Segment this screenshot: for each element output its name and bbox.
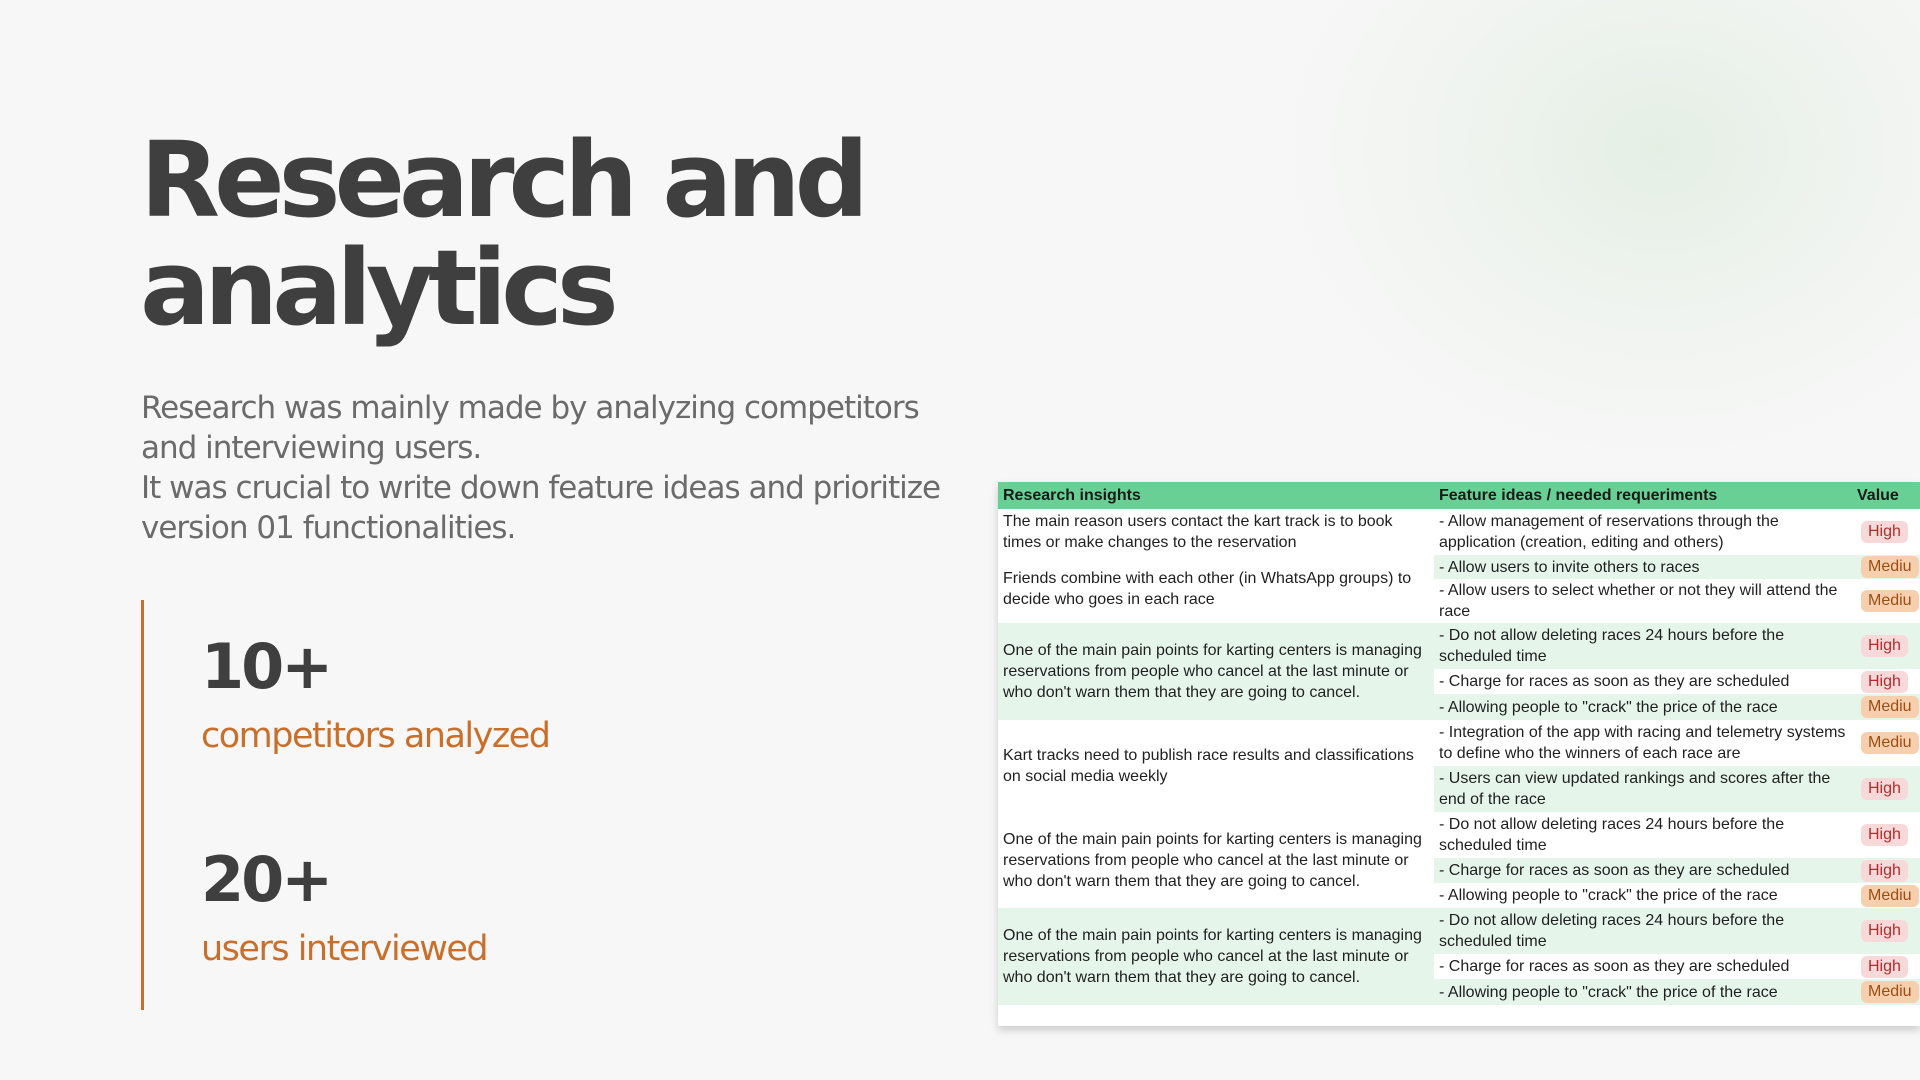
value-cell [1852, 694, 1920, 720]
value-cell [1852, 979, 1920, 1005]
title-line-1: Research and [140, 119, 864, 241]
table-header-row [998, 482, 1920, 509]
stat-label: users interviewed [201, 929, 488, 969]
value-cell [1852, 858, 1920, 883]
table-row [998, 623, 1920, 669]
value-cell [1852, 720, 1920, 766]
stat-value: 20+ [201, 843, 331, 916]
priority-badge: Mediu [1861, 590, 1919, 612]
description-line-2: and interviewing users. [141, 430, 482, 466]
background-glow [1280, 0, 1920, 460]
description [141, 388, 971, 548]
insight-cell: One of the main pain points for karting centers is managing reservations from people who cancel at the last minute or who don't warn them that they are going to cancel. [998, 908, 1434, 1005]
feature-cell: - Allow management of reservations through the application (creation, editing and others) [1434, 509, 1852, 555]
stat-users [201, 845, 487, 971]
research-spreadsheet [998, 482, 1920, 1026]
priority-badge: High [1861, 778, 1908, 800]
value-cell [1852, 812, 1920, 858]
value-cell [1852, 883, 1920, 908]
priority-badge: Mediu [1861, 885, 1919, 907]
priority-badge: Mediu [1861, 981, 1919, 1003]
feature-cell: - Users can view updated rankings and scores after the end of the race [1434, 766, 1852, 812]
priority-badge: High [1861, 521, 1908, 543]
feature-cell: - Allow users to select whether or not they will attend the race [1434, 579, 1852, 623]
title-line-2: analytics [140, 227, 613, 349]
value-cell [1852, 623, 1920, 669]
stat-value: 10+ [201, 630, 331, 703]
feature-cell: - Allowing people to "crack" the price of the race [1434, 883, 1852, 908]
value-cell [1852, 908, 1920, 954]
priority-badge: Mediu [1861, 696, 1919, 718]
feature-cell: - Charge for races as soon as they are scheduled [1434, 669, 1852, 694]
table-row [998, 509, 1920, 555]
priority-badge: Mediu [1861, 556, 1919, 578]
priority-badge: High [1861, 671, 1908, 693]
priority-badge: High [1861, 635, 1908, 657]
research-table [998, 482, 1920, 1005]
insight-cell: One of the main pain points for karting centers is managing reservations from people who cancel at the last minute or who don't warn them that they are going to cancel. [998, 623, 1434, 720]
value-cell [1852, 555, 1920, 579]
priority-badge: High [1861, 920, 1908, 942]
table-row [998, 812, 1920, 858]
feature-cell: - Do not allow deleting races 24 hours before the scheduled time [1434, 908, 1852, 954]
header-feature-ideas: Feature ideas / needed requeriments [1434, 482, 1852, 509]
stat-competitors [201, 632, 549, 758]
priority-badge: High [1861, 824, 1908, 846]
priority-badge: Mediu [1861, 732, 1919, 754]
insight-cell: The main reason users contact the kart track is to book times or make changes to the reservation [998, 509, 1434, 555]
value-cell [1852, 669, 1920, 694]
insight-cell: Friends combine with each other (in WhatsApp groups) to decide who goes in each race [998, 555, 1434, 623]
table-row [998, 908, 1920, 954]
description-line-3: It was crucial to write down feature ideas and prioritize [141, 470, 941, 506]
feature-cell: - Allowing people to "crack" the price of the race [1434, 979, 1852, 1005]
priority-badge: High [1861, 860, 1908, 882]
page-title [140, 119, 864, 349]
description-line-1: Research was mainly made by analyzing competitors [141, 390, 919, 426]
value-cell [1852, 509, 1920, 555]
table-row [998, 720, 1920, 766]
value-cell [1852, 579, 1920, 623]
feature-cell: - Integration of the app with racing and telemetry systems to define who the winners of each race are [1434, 720, 1852, 766]
value-cell [1852, 954, 1920, 979]
feature-cell: - Charge for races as soon as they are scheduled [1434, 858, 1852, 883]
stat-label: competitors analyzed [201, 716, 550, 756]
feature-cell: - Charge for races as soon as they are scheduled [1434, 954, 1852, 979]
description-line-4: version 01 functionalities. [141, 510, 516, 546]
feature-cell: - Do not allow deleting races 24 hours before the scheduled time [1434, 623, 1852, 669]
priority-badge: High [1861, 956, 1908, 978]
feature-cell: - Allowing people to "crack" the price of the race [1434, 694, 1852, 720]
feature-cell: - Allow users to invite others to races [1434, 555, 1852, 579]
feature-cell: - Do not allow deleting races 24 hours before the scheduled time [1434, 812, 1852, 858]
value-cell [1852, 766, 1920, 812]
insight-cell: Kart tracks need to publish race results and classifications on social media weekly [998, 720, 1434, 812]
table-row [998, 555, 1920, 579]
stats-panel [141, 600, 744, 1010]
header-value: Value [1852, 482, 1920, 509]
insight-cell: One of the main pain points for karting centers is managing reservations from people who cancel at the last minute or who don't warn them that they are going to cancel. [998, 812, 1434, 908]
header-research-insights: Research insights [998, 482, 1434, 509]
